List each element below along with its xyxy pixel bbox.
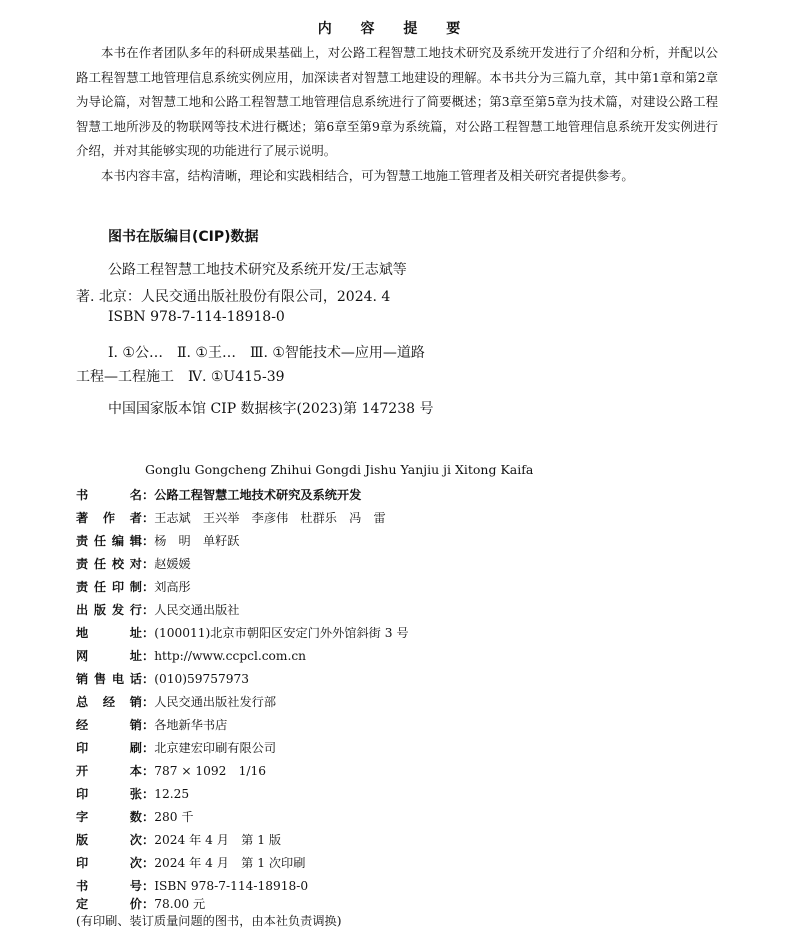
colophon-label: 印刷 — [76, 741, 142, 755]
colophon-label: 定价 — [76, 897, 142, 911]
quality-note: (有印刷、装订质量问题的图书，由本社负责调换) — [76, 914, 342, 928]
cip-heading: 图书在版编目(CIP)数据 — [108, 229, 259, 245]
colophon-label: 开本 — [76, 764, 142, 778]
colophon-value: 赵媛媛 — [154, 557, 191, 571]
colophon-value: 北京建宏印刷有限公司 — [154, 741, 277, 755]
colophon-label: 版次 — [76, 833, 142, 847]
summary-paragraph-2: 本书内容丰富，结构清晰，理论和实践相结合，可为智慧工地施工管理者及相关研究者提供参考。 — [101, 167, 634, 183]
colophon-value: 杨 明 单籽跃 — [154, 534, 240, 548]
colophon-value: 12.25 — [154, 787, 190, 801]
english-title: Gonglu Gongcheng Zhihui Gongdi Jishu Yanjiu ji Xitong Kaifa — [145, 462, 534, 477]
colophon-row-format: 开本：787 × 1092 1/16 — [76, 764, 266, 778]
colophon-value: 78.00 元 — [154, 897, 206, 911]
cip-line-1: 公路工程智慧工地技术研究及系统开发/王志斌等 — [108, 262, 407, 278]
colophon-row-distributor: 总经销：人民交通出版社发行部 — [76, 695, 277, 709]
colophon-value: http://www.ccpcl.com.cn — [154, 649, 306, 663]
colophon-row-printing-manager: 责任印制：刘高彤 — [76, 580, 191, 594]
colophon-value: 人民交通出版社 — [154, 603, 240, 617]
colophon-row-edition: 版次：2024 年 4 月 第 1 版 — [76, 833, 282, 847]
colophon-label: 经销 — [76, 718, 142, 732]
colophon-value: 人民交通出版社发行部 — [154, 695, 277, 709]
colophon-label: 书号 — [76, 879, 142, 893]
colophon-row-title: 书名：公路工程智慧工地技术研究及系统开发 — [76, 488, 362, 502]
colophon-row-authors: 著作者：王志斌 王兴举 李彦伟 杜群乐 冯 雷 — [76, 511, 386, 525]
colophon-label: 著作者 — [76, 511, 142, 525]
colophon-row-address: 地址：(100011)北京市朝阳区安定门外外馆斜街 3 号 — [76, 626, 409, 640]
colophon-row-editor: 责任编辑：杨 明 单籽跃 — [76, 534, 240, 548]
colophon-label: 责任编辑 — [76, 534, 142, 548]
colophon-label: 书名 — [76, 488, 142, 502]
colophon-row-price: 定价：78.00 元 — [76, 897, 206, 911]
colophon-row-website: 网址：http://www.ccpcl.com.cn — [76, 649, 306, 663]
colophon-value: 各地新华书店 — [154, 718, 228, 732]
colophon-label: 出版发行 — [76, 603, 142, 617]
colophon-row-sales-phone: 销售电话：(010)59757973 — [76, 672, 249, 686]
colophon-value: 王志斌 王兴举 李彦伟 杜群乐 冯 雷 — [154, 511, 386, 525]
summary-text — [76, 41, 718, 189]
colophon-value: 公路工程智慧工地技术研究及系统开发 — [154, 488, 362, 502]
cip-line-6: 中国国家版本馆 CIP 数据核字(2023)第 147238 号 — [108, 401, 434, 417]
cip-line-5: 工程—工程施工 Ⅳ. ①U415-39 — [76, 369, 285, 385]
colophon-label: 字数 — [76, 810, 142, 824]
colophon-row-proofreader: 责任校对：赵媛媛 — [76, 557, 191, 571]
colophon-label: 印张 — [76, 787, 142, 801]
colophon-row-sellers: 经销：各地新华书店 — [76, 718, 228, 732]
colophon-value: ISBN 978-7-114-18918-0 — [154, 879, 309, 893]
colophon-value: 刘高彤 — [154, 580, 191, 594]
colophon-value: (010)59757973 — [154, 672, 249, 686]
cip-line-2: 著. 北京：人民交通出版社股份有限公司，2024. 4 — [76, 289, 391, 305]
colophon-value: 787 × 1092 1/16 — [154, 764, 266, 778]
colophon-row-printer: 印刷：北京建宏印刷有限公司 — [76, 741, 277, 755]
colophon-row-isbn: 书号：ISBN 978-7-114-18918-0 — [76, 879, 309, 893]
colophon-label: 销售电话 — [76, 672, 142, 686]
colophon-row-word-count: 字数：280 千 — [76, 810, 194, 824]
colophon-value: (100011)北京市朝阳区安定门外外馆斜街 3 号 — [154, 626, 409, 640]
summary-paragraph-1: 本书在作者团队多年的科研成果基础上，对公路工程智慧工地技术研究及系统开发进行了介绍和分析，并配以公路工程智慧工地管理信息系统实例应用，加深读者对智慧工地建设的理解。本书共分为三篇九章，其中第1章和第2章为导论篇，对智慧工地和公路工程智慧工地管理信息系统进行了简要概述；第3章至第5章为技术篇，对建设公路工程智慧工地所涉及的物联网等技术进行概述；第6章至第9章为系统篇，对公路工程智慧工地管理信息系统开发实例进行介绍，并对其能够实现的功能进行了展示说明。 — [76, 45, 718, 159]
cip-line-3: ISBN 978-7-114-18918-0 — [108, 309, 285, 325]
colophon-label: 印次 — [76, 856, 142, 870]
summary-title: 内 容 提 要 — [317, 21, 473, 37]
colophon-row-sheets: 印张：12.25 — [76, 787, 190, 801]
colophon-value: 2024 年 4 月 第 1 次印刷 — [154, 856, 306, 870]
colophon-row-publisher: 出版发行：人民交通出版社 — [76, 603, 240, 617]
colophon-label: 责任校对 — [76, 557, 142, 571]
cip-line-4: Ⅰ. ①公… Ⅱ. ①王… Ⅲ. ①智能技术—应用—道路 — [108, 345, 425, 361]
colophon-label: 总经销 — [76, 695, 142, 709]
colophon-label: 网址 — [76, 649, 142, 663]
colophon-value: 2024 年 4 月 第 1 版 — [154, 833, 282, 847]
colophon-label: 责任印制 — [76, 580, 142, 594]
colophon-row-impression: 印次：2024 年 4 月 第 1 次印刷 — [76, 856, 306, 870]
colophon-value: 280 千 — [154, 810, 194, 824]
colophon-label: 地址 — [76, 626, 142, 640]
